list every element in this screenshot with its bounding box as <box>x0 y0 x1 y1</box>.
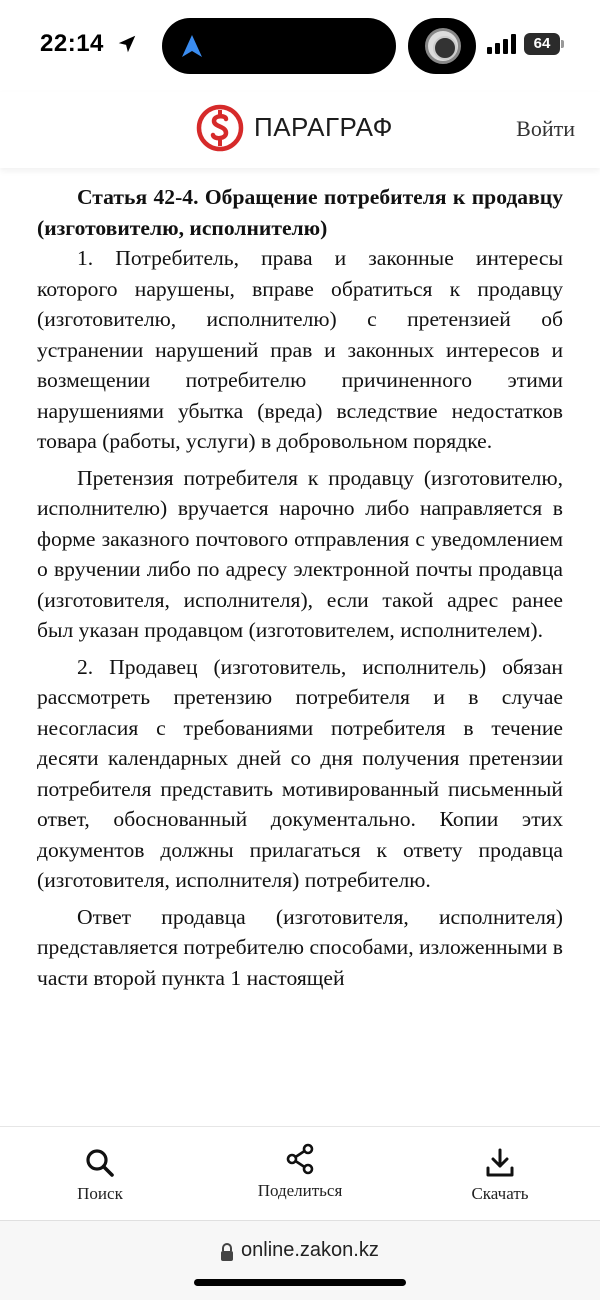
article-title: Статья 42-4. Обращение потребителя к продавцу (изготовителю, исполнителю) <box>37 185 563 240</box>
battery-level: 64 <box>524 33 560 55</box>
search-label: Поиск <box>77 1184 123 1203</box>
browser-url-bar[interactable] <box>0 1220 600 1300</box>
share-icon <box>284 1143 316 1175</box>
paragraph-logo-icon[interactable] <box>196 104 244 152</box>
signal-icon <box>487 34 517 54</box>
brand-name[interactable]: ПАРАГРАФ <box>254 112 393 142</box>
download-button[interactable] <box>400 1127 600 1221</box>
home-indicator[interactable] <box>194 1279 406 1286</box>
article-paragraph: Претензия потребителя к продавцу (изготовителю, исполнителю) вручается нарочно либо направляется в форме заказного почтового отправления с уведомлением о вручении либо по адресу электронной почты продавца (изготовителя, исполнителя), если такой адрес ранее был указан продавцом (изготовителем, исполнителем). <box>37 465 563 642</box>
article-paragraph: Ответ продавца (изготовителя, исполнителя) представляется потребителю способами, изложенными в части второй пункта 1 настоящей <box>37 904 563 990</box>
camera-icon <box>425 28 461 64</box>
download-icon <box>484 1147 516 1179</box>
share-label: Поделиться <box>257 1181 343 1200</box>
login-button[interactable]: Войти <box>516 116 575 141</box>
url-text[interactable]: online.zakon.kz <box>241 1239 379 1261</box>
article-content <box>37 182 563 1124</box>
search-button[interactable] <box>0 1127 200 1221</box>
battery-icon <box>524 33 564 55</box>
download-label: Скачать <box>471 1184 529 1203</box>
article-paragraph: 2. Продавец (изготовитель, исполнитель) обязан рассмотреть претензию потребителя и в случае несогласия с требованиями потребителя в течение десяти календарных дней со дня получения претензии потребителя представить мотивированный письменный ответ, обоснованный документально. Копии этих документов должны прилагаться к ответу продавца (изготовителя, исполнителя) потребителю. <box>37 654 563 892</box>
bottom-toolbar <box>0 1126 600 1220</box>
site-header <box>0 92 600 168</box>
navigation-icon <box>180 33 204 59</box>
lock-icon <box>220 1243 234 1261</box>
status-bar <box>0 0 600 92</box>
location-arrow-icon <box>116 33 138 55</box>
article-paragraph: 1. Потребитель, права и законные интересы которого нарушены, вправе обратиться к продавцу (изготовителю, исполнителю) с претензией об устранении нарушений прав и законных интересов и возмещении потребителю причиненного этими нарушениями убытка (вреда) вследствие недостатков товара (работы, услуги) в добровольном порядке. <box>37 246 563 453</box>
share-button[interactable] <box>200 1127 400 1221</box>
search-icon <box>84 1147 116 1179</box>
status-time: 22:14 <box>40 30 104 57</box>
